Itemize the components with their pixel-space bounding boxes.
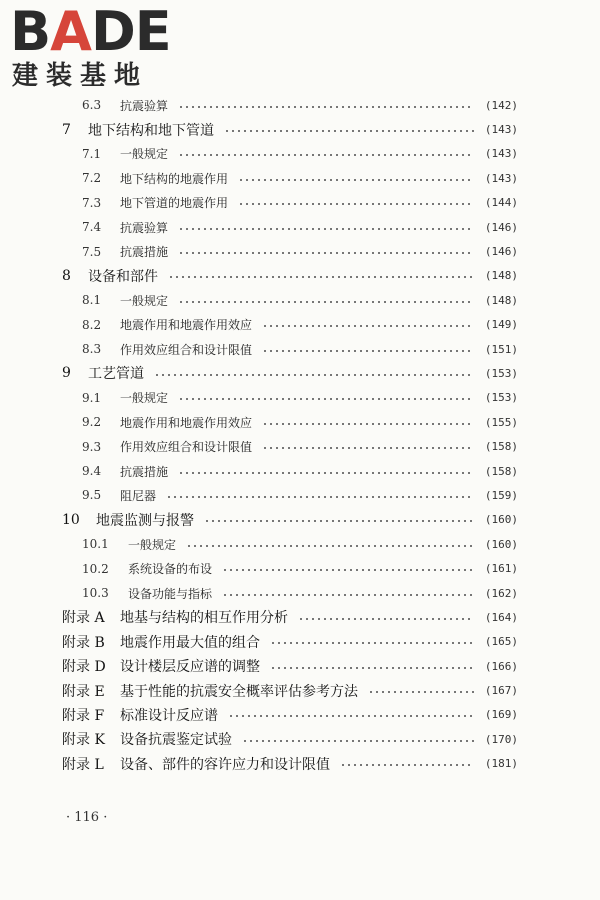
toc-entry [60, 361, 518, 385]
toc-entry-number: 10 [62, 511, 80, 528]
toc-entry [60, 532, 518, 556]
toc-entry-page: (143) [484, 123, 518, 137]
toc-entry-page: (162) [484, 586, 518, 600]
toc-leader-dots [178, 228, 474, 230]
toc-entry-page: (160) [484, 537, 518, 551]
toc-entry-title: 设备功能与指标 [128, 586, 213, 601]
toc-entry-title: 一般规定 [120, 147, 169, 162]
toc-entry [60, 556, 518, 580]
toc-entry-title: 一般规定 [128, 537, 177, 552]
toc-entry-title: 一般规定 [120, 293, 169, 308]
toc-entry-title: 设计楼层反应谱的调整 [120, 659, 260, 676]
toc-entry-page: (151) [484, 342, 518, 356]
toc-entry-title: 工艺管道 [88, 366, 144, 383]
toc-entry-number: 8.2 [82, 317, 102, 332]
toc-leader-dots [238, 203, 474, 205]
toc-entry-number: 附录 K [62, 732, 105, 749]
table-of-contents [60, 93, 518, 776]
toc-entry [60, 434, 518, 458]
toc-entry-page: (148) [484, 269, 518, 283]
toc-entry-title: 地基与结构的相互作用分析 [120, 610, 288, 627]
toc-entry [60, 142, 518, 166]
toc-entry-page: (153) [484, 391, 518, 405]
toc-entry-number: 9.4 [82, 464, 102, 479]
toc-entry-title: 抗震验算 [120, 98, 169, 113]
toc-entry-page: (146) [484, 245, 518, 259]
toc-entry-page: (153) [484, 366, 518, 380]
toc-entry-page: (181) [484, 757, 518, 771]
toc-leader-dots [154, 374, 474, 376]
toc-leader-dots [262, 325, 474, 327]
toc-entry-title: 一般规定 [120, 391, 169, 406]
toc-entry-number: 10.1 [82, 537, 109, 552]
toc-entry [60, 337, 518, 361]
toc-entry-number: 7.3 [82, 195, 102, 210]
toc-leader-dots [270, 667, 474, 669]
toc-entry-page: (143) [484, 147, 518, 161]
toc-entry-title: 设备和部件 [88, 268, 158, 285]
toc-entry-number: 附录 L [62, 756, 104, 773]
toc-entry-number: 附录 A [62, 610, 105, 627]
toc-entry-page: (142) [484, 98, 518, 112]
toc-entry-title: 地震作用和地震作用效应 [120, 415, 253, 430]
toc-entry-number: 附录 E [62, 683, 105, 700]
toc-entry [60, 215, 518, 239]
toc-entry-page: (165) [484, 635, 518, 649]
toc-entry-page: (166) [484, 659, 518, 673]
toc-entry [60, 654, 518, 678]
toc-leader-dots [178, 106, 474, 108]
toc-entry [60, 459, 518, 483]
logo-wordmark: BADE [10, 0, 171, 63]
toc-entry [60, 630, 518, 654]
toc-entry-page: (160) [484, 513, 518, 527]
toc-leader-dots [178, 154, 474, 156]
toc-entry [60, 752, 518, 776]
toc-entry-number: 7.2 [82, 171, 102, 186]
toc-entry [60, 727, 518, 751]
toc-entry-page: (167) [484, 684, 518, 698]
toc-entry-title: 地下结构的地震作用 [120, 171, 229, 186]
toc-entry-title: 标准设计反应谱 [120, 707, 218, 724]
toc-entry-number: 9.3 [82, 439, 102, 454]
toc-entry-title: 地震监测与报警 [96, 512, 194, 529]
toc-leader-dots [368, 691, 474, 693]
toc-entry [60, 166, 518, 190]
toc-entry-title: 系统设备的布设 [128, 562, 213, 577]
toc-entry-number: 附录 F [62, 707, 105, 724]
toc-leader-dots [204, 520, 474, 522]
toc-entry [60, 410, 518, 434]
toc-entry-number: 9.5 [82, 488, 102, 503]
toc-entry-number: 6.3 [82, 98, 102, 113]
toc-entry [60, 239, 518, 263]
toc-leader-dots [224, 130, 474, 132]
toc-leader-dots [262, 447, 474, 449]
toc-entry-page: (144) [484, 196, 518, 210]
toc-entry [60, 703, 518, 727]
toc-entry-page: (143) [484, 171, 518, 185]
toc-entry-title: 作用效应组合和设计限值 [120, 342, 253, 357]
page-number: · 116 · [66, 810, 108, 825]
toc-entry-page: (149) [484, 318, 518, 332]
toc-entry-page: (169) [484, 708, 518, 722]
toc-entry-page: (146) [484, 220, 518, 234]
toc-entry-number: 8.3 [82, 342, 102, 357]
toc-leader-dots [186, 545, 474, 547]
toc-leader-dots [178, 301, 474, 303]
toc-entry [60, 386, 518, 410]
toc-entry [60, 508, 518, 532]
toc-entry-number: 附录 D [62, 659, 106, 676]
toc-entry-page: (155) [484, 415, 518, 429]
toc-leader-dots [178, 252, 474, 254]
toc-leader-dots [178, 472, 474, 474]
toc-entry-number: 9.1 [82, 390, 102, 405]
toc-leader-dots [238, 179, 474, 181]
toc-entry-number: 10.2 [82, 561, 109, 576]
toc-entry [60, 483, 518, 507]
toc-entry-title: 地震作用和地震作用效应 [120, 318, 253, 333]
toc-entry-title: 基于性能的抗震安全概率评估参考方法 [120, 683, 358, 700]
toc-entry [60, 191, 518, 215]
toc-entry-title: 抗震验算 [120, 220, 169, 235]
toc-leader-dots [262, 423, 474, 425]
toc-entry-page: (170) [484, 732, 518, 746]
toc-entry-title: 作用效应组合和设计限值 [120, 440, 253, 455]
toc-leader-dots [168, 276, 474, 278]
toc-leader-dots [178, 398, 474, 400]
toc-entry-number: 8.1 [82, 293, 102, 308]
toc-entry-number: 8 [62, 267, 71, 284]
toc-leader-dots [298, 618, 474, 620]
toc-entry-title: 抗震措施 [120, 464, 169, 479]
toc-leader-dots [222, 569, 474, 571]
toc-entry-number: 10.3 [82, 586, 109, 600]
toc-entry-page: (164) [484, 610, 518, 624]
toc-entry [60, 678, 518, 702]
toc-leader-dots [222, 594, 474, 596]
toc-entry [60, 313, 518, 337]
toc-entry-page: (159) [484, 488, 518, 502]
toc-entry-page: (161) [484, 562, 518, 576]
toc-entry-number: 7.4 [82, 220, 102, 235]
toc-entry-page: (158) [484, 464, 518, 478]
toc-leader-dots [242, 740, 474, 742]
toc-entry [60, 117, 518, 141]
toc-entry-title: 设备抗震鉴定试验 [120, 732, 232, 749]
toc-leader-dots [166, 496, 474, 498]
toc-entry-number: 9.2 [82, 415, 102, 430]
toc-leader-dots [228, 715, 474, 717]
toc-entry [60, 605, 518, 629]
toc-entry-title: 抗震措施 [120, 245, 169, 260]
toc-leader-dots [262, 350, 474, 352]
toc-entry-number: 7.1 [82, 146, 102, 161]
toc-entry-title: 阻尼器 [120, 488, 157, 503]
brand-logo [10, 0, 180, 96]
toc-leader-dots [270, 642, 474, 644]
toc-entry [60, 581, 518, 605]
toc-entry-title: 地震作用最大值的组合 [120, 634, 260, 651]
toc-entry-title: 设备、部件的容许应力和设计限值 [120, 756, 330, 773]
toc-entry [60, 264, 518, 288]
toc-entry-number: 7.5 [82, 244, 102, 259]
toc-entry-number: 附录 B [62, 634, 105, 651]
logo-subtitle: 建装基地 [12, 61, 149, 91]
toc-entry-number: 7 [62, 121, 71, 138]
toc-entry-title: 地下结构和地下管道 [88, 122, 214, 139]
toc-entry-page: (148) [484, 293, 518, 307]
toc-entry-title: 地下管道的地震作用 [120, 196, 229, 211]
toc-entry-page: (158) [484, 440, 518, 454]
toc-entry [60, 288, 518, 312]
toc-entry-number: 9 [62, 365, 71, 382]
toc-entry [60, 93, 518, 117]
toc-leader-dots [340, 764, 474, 766]
